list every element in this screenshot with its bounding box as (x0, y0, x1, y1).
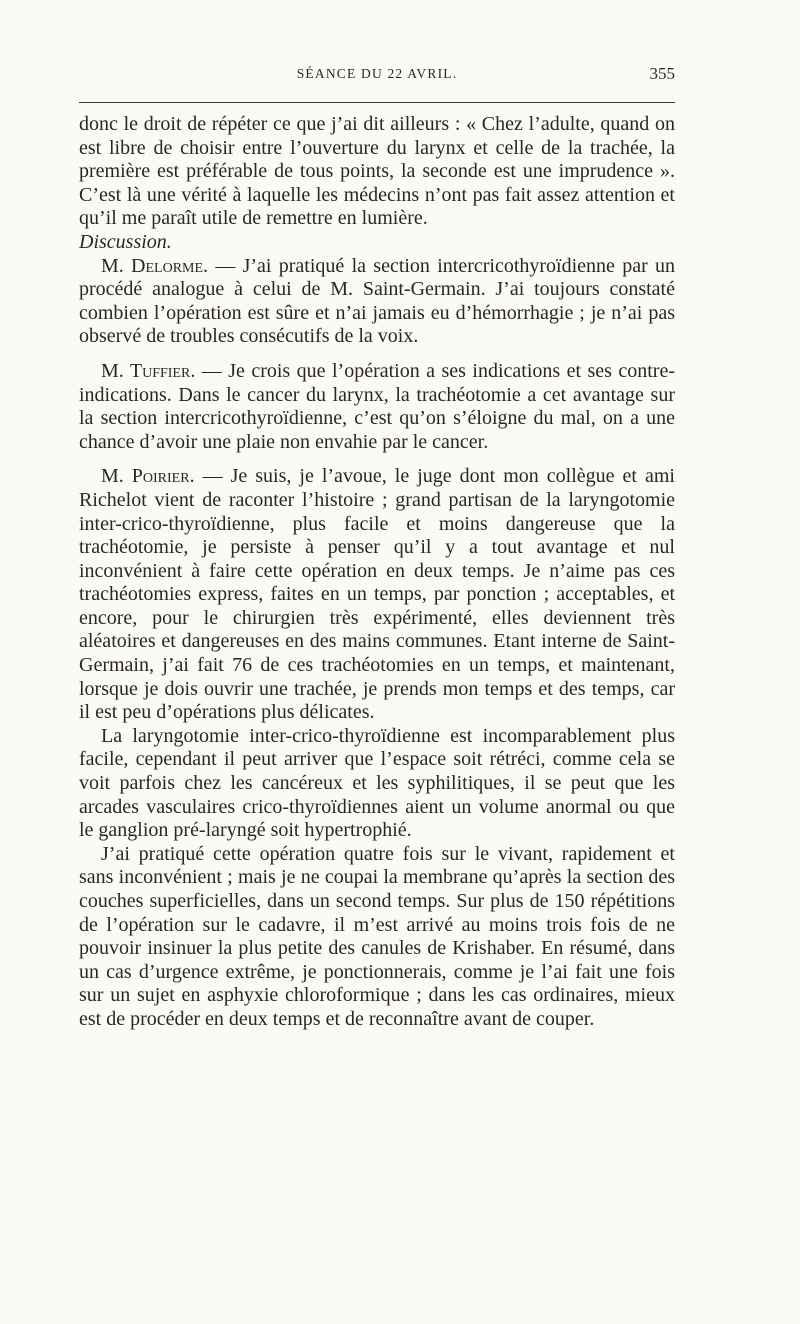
paragraph-poirier-2: La laryngotomie inter-crico-thyroïdienne est incomparablement plus facile, cependant il peut arriver que l’espace soit rétréci, comme cela se voit parfois chez les cancéreux et les syphilitiques, il se peut que les arcades vasculaires crico-thyroïdiennes aient un volume anormal ou que le ganglion pré-laryngé soit hypertrophié. (79, 724, 675, 842)
paragraph-continuation: donc le droit de répéter ce que j’ai dit ailleurs : « Chez l’adulte, quand on est libre de choisir entre l’ouverture du larynx et celle de la trachée, la première est préférable de tous points, la seconde est une imprudence ». C’est là une vérité à laquelle les médecins n’ont pas fait assez attention et qu’il me paraît utile de remettre en lumière. (79, 113, 675, 230)
page-body (79, 113, 675, 1032)
section-heading-discussion: Discussion. (79, 230, 172, 253)
delorme-text: — J’ai pratiqué la section intercricothyroïdienne par un procédé analogue à celui de M. Saint-Germain. J’ai toujours constaté combien l’opération est sûre et n’ai jamais eu d’hémorrhagie ; je n’ai pas observé de troubles consécutifs de la voix. (79, 254, 676, 348)
paragraph-tuffier (79, 360, 675, 454)
running-header (79, 64, 675, 90)
running-title: SÉANCE DU 22 AVRIL. (296, 66, 458, 81)
speaker-tuffier: M. Tuffier. (101, 359, 196, 382)
paragraph-delorme (79, 255, 675, 349)
speaker-poirier: M. Poirier. (101, 465, 195, 488)
header-rule (79, 102, 675, 103)
tuffier-text: — Je crois que l’opération a ses indications et ses contre-indications. Dans le cancer du larynx, la trachéotomie a cet avantage sur la section intercricothyroïdienne, c’est qu’on s’éloigne du mal, on a une chance d’avoir une plaie non envahie par le cancer. (79, 359, 676, 453)
paragraph-poirier-3: J’ai pratiqué cette opération quatre fois sur le vivant, rapidement et sans inconvénient ; mais je ne coupai la membrane qu’après la section des couches superficielles, dans un second temps. Sur plus de 150 répétitions de l’opération sur le cadavre, il m’est arrivé au moins trois fois de ne pouvoir insinuer la plus petite des canules de Krishaber. En résumé, dans un cas d’urgence extrême, je ponctionnerais, comme je l’ai fait une fois sur un sujet en asphyxie chloroformique ; dans les cas ordinaires, mieux est de procéder en deux temps et de reconnaître avant de couper. (79, 842, 675, 1030)
book-page (79, 64, 675, 1032)
page-number: 355 (649, 64, 675, 83)
poirier-text: — Je suis, je l’avoue, le juge dont mon collègue et ami Richelot vient de raconter l’histoire ; grand partisan de la laryngotomie inter-crico-thyroïdienne, plus facile et moins dangereuse que la trachéotomie, je persiste à penser qu’il y a tout avantage et nul inconvénient à faire cette opération en deux temps. Je n’aime pas ces trachéotomies express, faites en un temps, par ponction ; acceptables, et encore, pour le chirurgien très expérimenté, elles deviennent très aléatoires et dangereuses en des mains communes. Etant interne de Saint-Germain, j’ai fait 76 de ces trachéotomies en un temps, et maintenant, lorsque je dois ouvrir une trachée, je prends mon temps et des temps, car il est peu d’opérations plus délicates. (79, 465, 675, 724)
speaker-delorme: M. Delorme. (101, 254, 209, 277)
paragraph-poirier (79, 465, 675, 725)
